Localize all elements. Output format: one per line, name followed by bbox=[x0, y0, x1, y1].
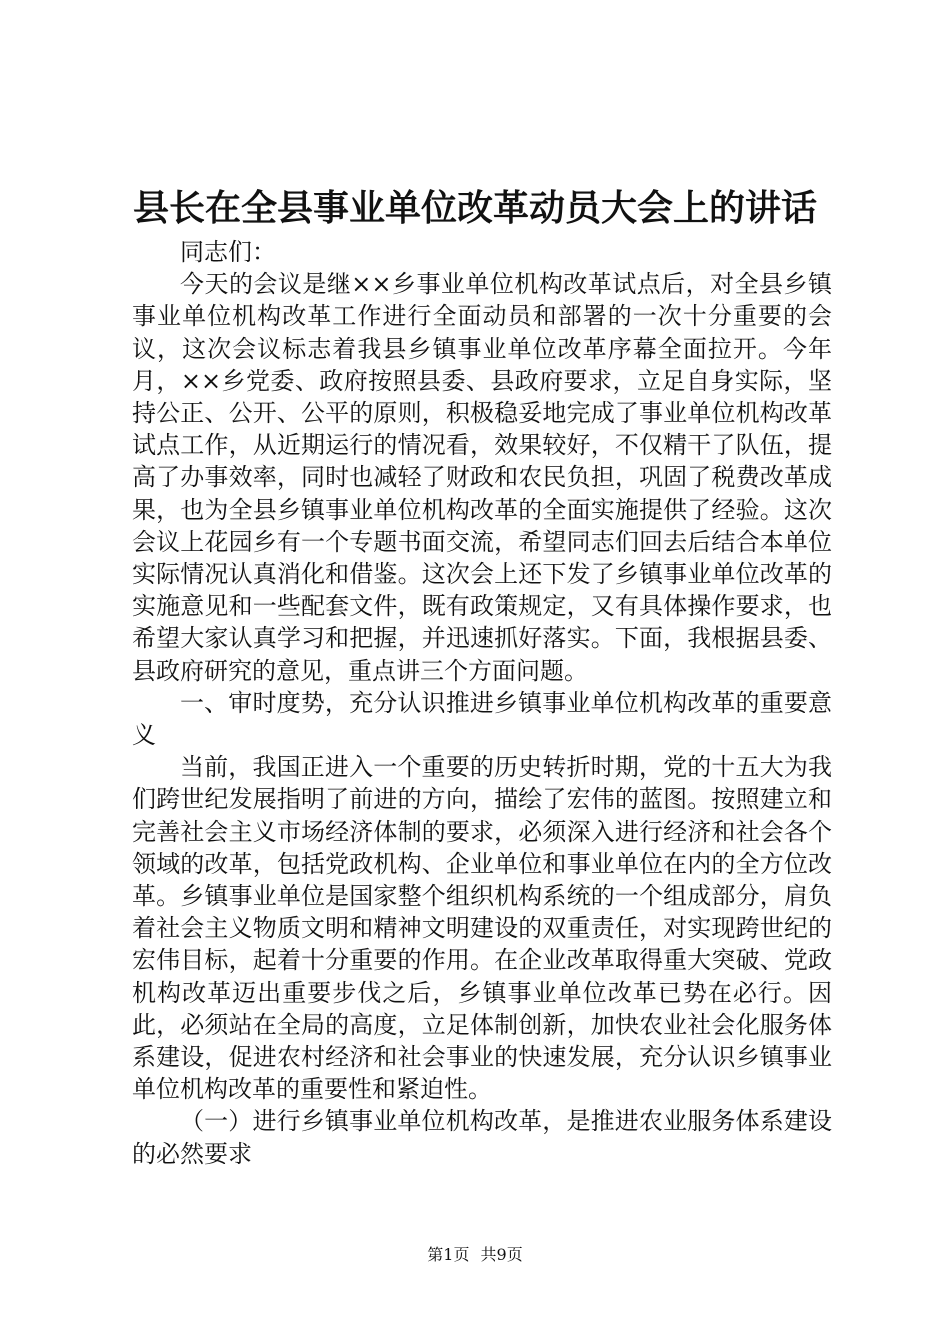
page-total: 共9页 bbox=[480, 1245, 523, 1264]
page-footer bbox=[0, 1244, 950, 1266]
salutation-paragraph: 同志们： bbox=[180, 238, 276, 266]
document-body bbox=[132, 236, 832, 1170]
body-paragraph: 当前，我国正进入一个重要的历史转折时期，党的十五大为我们跨世纪发展指明了前进的方向，描绘了宏伟的蓝图。按照建立和完善社会主义市场经济体制的要求，必须深入进行经济和社会各个领域的改革，包括党政机构、企业单位和事业单位在内的全方位改革。乡镇事业单位是国家整个组织机构系统的一个组成部分，肩负着社会主义物质文明和精神文明建设的双重责任，对实现跨世纪的宏伟目标，起着十分重要的作用。在企业改革取得重大突破、党政机构改革迈出重要步伐之后，乡镇事业单位改革已势在必行。因此，必须站在全局的高度，立足体制创新，加快农业社会化服务体系建设，促进农村经济和社会事业的快速发展，充分认识乡镇事业单位机构改革的重要性和紧迫性。 bbox=[132, 753, 832, 1104]
page-number: 第1页 bbox=[427, 1245, 470, 1264]
subsection-heading: （一）进行乡镇事业单位机构改革，是推进农业服务体系建设的必然要求 bbox=[132, 1107, 832, 1168]
document-title: 县长在全县事业单位改革动员大会上的讲话 bbox=[132, 187, 817, 229]
body-paragraph: 今天的会议是继××乡事业单位机构改革试点后，对全县乡镇事业单位机构改革工作进行全面动员和部署的一次十分重要的会议，这次会议标志着我县乡镇事业单位改革序幕全面拉开。今年月，××乡党委、政府按照县委、县政府要求，立足自身实际，坚持公正、公开、公平的原则，积极稳妥地完成了事业单位机构改革试点工作，从近期运行的情况看，效果较好，不仅精干了队伍，提高了办事效率，同时也减轻了财政和农民负担，巩固了税费改革成果，也为全县乡镇事业单位机构改革的全面实施提供了经验。这次会议上花园乡有一个专题书面交流，希望同志们回去后结合本单位实际情况认真消化和借鉴。这次会上还下发了乡镇事业单位改革的实施意见和一些配套文件，既有政策规定，又有具体操作要求，也希望大家认真学习和把握，并迅速抓好落实。下面，我根据县委、县政府研究的意见，重点讲三个方面问题。 bbox=[132, 270, 832, 685]
section-heading: 一、审时度势，充分认识推进乡镇事业单位机构改革的重要意义 bbox=[132, 688, 832, 750]
